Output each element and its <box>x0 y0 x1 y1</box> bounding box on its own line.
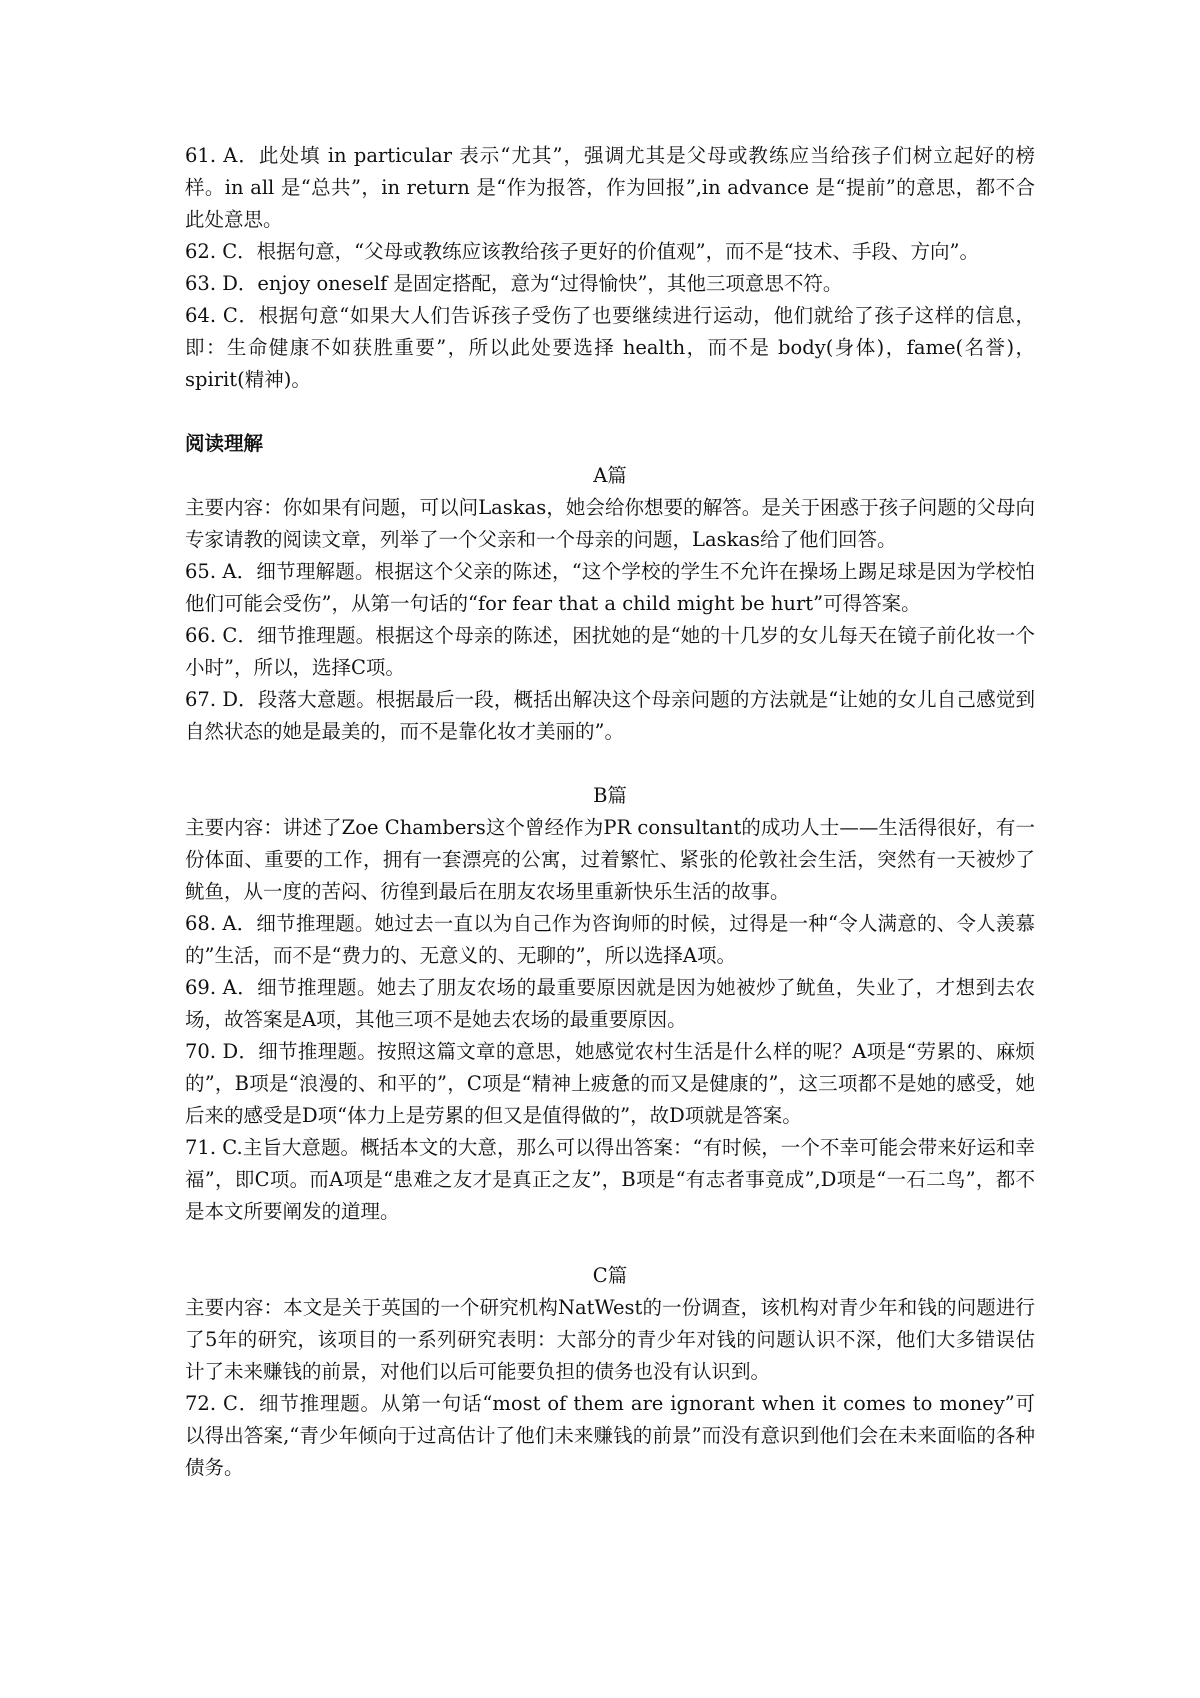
section-b-summary: 主要内容：讲述了Zoe Chambers这个曾经作为PR consultant的成功人士——生活得很好，有一份体面、重要的工作，拥有一套漂亮的公寓，过着繁忙、紧张的伦敦社会生活，突然有一天被炒了鱿鱼，从一度的苦闷、彷徨到最后在朋友农场里重新快乐生活的故事。 <box>185 816 1035 903</box>
answer-70: 70. D．细节推理题。按照这篇文章的意思，她感觉农村生活是什么样的呢？A项是“劳累的、麻烦的”，B项是“浪漫的、和平的”，C项是“精神上疲惫的而又是健康的”，这三项都不是她的感受，她后来的感受是D项“体力上是劳累的但又是值得做的”，故D项就是答案。 <box>185 1040 1035 1127</box>
answer-63: 63. D．enjoy oneself 是固定搭配，意为“过得愉快”，其他三项意思不符。 <box>185 272 843 295</box>
section-c <box>185 1260 1035 1484</box>
answer-62: 62. C．根据句意，“父母或教练应该教给孩子更好的价值观”，而不是“技术、手段、方向”。 <box>185 240 980 263</box>
answer-67: 67. D．段落大意题。根据最后一段，概括出解决这个母亲问题的方法就是“让她的女儿自己感觉到自然状态的她是最美的，而不是靠化妆才美丽的”。 <box>185 688 1035 743</box>
answer-65: 65. A．细节理解题。根据这个父亲的陈述，“这个学校的学生不允许在操场上踢足球是因为学校怕他们可能会受伤”，从第一句话的“for fear that a child might be hurt”可得答案。 <box>185 560 1035 615</box>
section-a <box>185 460 1035 748</box>
reading-heading: 阅读理解 <box>185 432 264 455</box>
spacer <box>185 748 1035 780</box>
answer-69: 69. A．细节推理题。她去了朋友农场的最重要原因就是因为她被炒了鱿鱼，失业了，才想到去农场，故答案是A项，其他三项不是她去农场的最重要原因。 <box>185 976 1035 1031</box>
spacer <box>185 1228 1035 1260</box>
section-b-title: B篇 <box>593 784 627 807</box>
answer-71: 71. C.主旨大意题。概括本文的大意，那么可以得出答案：“有时候，一个不幸可能会带来好运和幸福”，即C项。而A项是“患难之友才是真正之友”，B项是“有志者事竟成”,D项是“一石二鸟”，都不是本文所要阐发的道理。 <box>185 1136 1035 1223</box>
answer-64: 64. C．根据句意“如果大人们告诉孩子受伤了也要继续进行运动，他们就给了孩子这样的信息，即：生命健康不如获胜重要”，所以此处要选择 health，而不是 body(身体)，fame(名誉)，spirit(精神)。 <box>185 304 1035 391</box>
answer-66: 66. C．细节推理题。根据这个母亲的陈述，困扰她的是“她的十几岁的女儿每天在镜子前化妆一个小时”，所以，选择C项。 <box>185 624 1035 679</box>
section-c-summary: 主要内容：本文是关于英国的一个研究机构NatWest的一份调查，该机构对青少年和钱的问题进行了5年的研究，该项目的一系列研究表明：大部分的青少年对钱的问题认识不深，他们大多错误估计了未来赚钱的前景，对他们以后可能要负担的债务也没有认识到。 <box>185 1296 1035 1383</box>
spacer <box>185 396 1035 428</box>
section-b <box>185 780 1035 1228</box>
section-a-summary: 主要内容：你如果有问题，可以问Laskas，她会给你想要的解答。是关于困惑于孩子问题的父母向专家请教的阅读文章，列举了一个父亲和一个母亲的问题，Laskas给了他们回答。 <box>185 496 1035 551</box>
answer-72: 72. C．细节推理题。从第一句话“most of them are ignorant when it comes to money”可以得出答案,“青少年倾向于过高估计了他们未来赚钱的前景”而没有意识到他们会在未来面临的各种债务。 <box>185 1392 1035 1479</box>
answer-key-page <box>185 140 1035 1484</box>
answer-61: 61. A．此处填 in particular 表示“尤其”，强调尤其是父母或教练应当给孩子们树立起好的榜样。in all 是“总共”，in return 是“作为报答，作为回报”,in advance 是“提前”的意思，都不合此处意思。 <box>185 144 1035 231</box>
cloze-answers <box>185 140 1035 396</box>
section-a-title: A篇 <box>593 464 627 487</box>
answer-68: 68. A．细节推理题。她过去一直以为自己作为咨询师的时候，过得是一种“令人满意的、令人羡慕的”生活，而不是“费力的、无意义的、无聊的”，所以选择A项。 <box>185 912 1035 967</box>
section-c-title: C篇 <box>592 1264 628 1287</box>
